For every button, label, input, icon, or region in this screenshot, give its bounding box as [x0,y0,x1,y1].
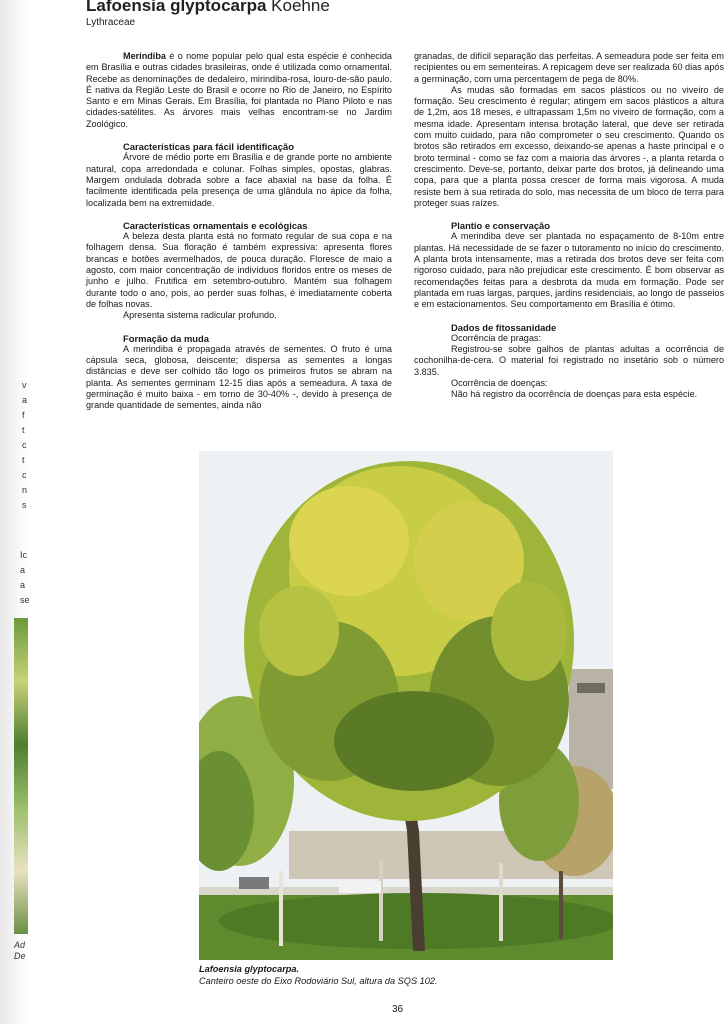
parked-car [239,877,269,889]
fragment-letter: a [20,565,26,575]
fragment-letter: a [20,580,26,590]
fragment-caption-line: De [14,951,26,961]
parked-van [339,881,381,893]
tree-crown-light [289,486,409,596]
right-column [414,51,724,401]
fragment-letter: se [20,595,30,605]
caption-location: Canteiro oeste do Eixo Rodoviário Sul, altura da SQS 102. [199,976,438,986]
background-trunk-2 [379,861,383,941]
page-number: 36 [392,1004,404,1015]
section-heading-plantio: Plantio e conservação [451,220,551,232]
previous-page-text-fragment-2 [20,548,32,608]
species-author: Koehne [271,0,330,15]
fragment-letter: v [22,380,27,390]
background-trunk-3 [499,863,503,941]
fragment-caption-line: Ad [14,940,26,950]
previous-page-caption-fragment [14,940,26,962]
fragment-letter: Ic [20,550,28,560]
fragment-letter: t [22,455,25,465]
background-trunk-4 [559,871,563,939]
fragment-letter: c [22,440,27,450]
doencas-text: Não há registro da ocorrência de doenças para esta espécie. [451,389,698,400]
building-window [577,683,605,693]
tree-crown-right-light [491,581,567,681]
pragas-label: Ocorrência de pragas: [451,332,541,343]
tree-photo [199,451,613,960]
intro-text: é o nome popular pelo qual esta espécie é conhecida em Brasília e outras cidades brasileiras, onde é utilizada como ornamental. Recebe as denominações de dedaleiro, mirindiba-rosa, louro-de-são paulo. É nativa da Região Leste do Brasil e ocorre no Rio de Janeiro, no Espírito Santo e em Minas Gerais. Em Brasília, foi plantada no Plano Piloto e nas cidades-satélites. As árvores mais velhas encontram-se no Jardim Zoológico. [86,51,392,129]
previous-page-text-fragment [22,378,32,513]
previous-page-photo-edge [14,618,28,934]
intro-paragraph [86,51,392,130]
fragment-letter: a [22,395,28,405]
previous-page-edge [0,0,28,1024]
fragment-letter: t [22,425,25,435]
fragment-letter: c [22,470,27,480]
ornamentais-text-2: Apresenta sistema radicular profundo. [123,310,277,321]
pragas-text: Registrou-se sobre galhos de plantas adultas a ocorrência de cochonilha-de-cera. O material foi registrado no insetário sob o número 3.835. [414,344,724,377]
caption-species: Lafoensia glyptocarpa. [199,964,300,974]
formacao-continued-2: As mudas são formadas em sacos plásticos ou no viveiro de formação. Seu crescimento é regular; atingem em sacos plásticos a altura de 1,2m, aos 18 meses, e ultrapassam 1,5m no viveiro de formação, com a mesma idade. Apresentam intensa brotação lateral, que deve ser retirada com muito cuidado, para não comprometer o seu crescimento. Quando os brotos são retirados em excesso, deixando-se apenas a haste principal e o broto terminal - como se faz com a maioria das árvores -, a planta retarda o crescimento. Deve-se, portanto, deixar parte dos brotos, já delineando uma copa, para que a planta possa crescer de forma mais vigorosa. A muda resiste bem à sua retirada do solo, mas necessita de um bloco de terra para proteger suas raízes. [414,84,724,208]
popular-name: Merindiba [123,51,166,61]
identificacao-text: Árvore de médio porte em Brasília e de grande porte no ambiente natural, copa arredondada e colunar. Folhas simples, opostas, glabras. Margem ondulada dobrada sobre a face abaxial na base da folha. É facilmente identificada pela presença de uma glândula no ápice da folha, localizada bem na extremidade. [86,152,392,208]
tree-crown-left-light [259,586,339,676]
tree-crown-underside [334,691,494,791]
section-heading-identificacao: Características para fácil identificação [123,141,294,153]
ornamentais-text: A beleza desta planta está no formato regular de sua copa e na folhagem densa. Sua floração é também expressiva: apresenta flores brancas e botões avermelhados, de pouca duração. Floresce de maio a agosto, com maior concentração de indivíduos floridos entre os meses de junho e julho. Frutifica em setembro-outubro. Mantém sua folhagem durante todo o ano, pois, ao perder suas folhas, é imediatamente coberta de folhas novas. [86,231,392,309]
fragment-letter: s [22,500,27,510]
left-column [86,51,392,412]
background-trunk [279,871,283,946]
formacao-text: A merindiba é propagada através de sementes. O fruto é uma cápsula seca, globosa, deiscente; dispersa as sementes a longas distâncias e deve ser colhido tão logo os primeiros frutos se abram na planta. As sementes germinam 12-15 dias após a semeadura. A taxa de germinação é muito baixa - em torno de 30-40% -, devido à presença de grande quantidade de sementes, ainda não [86,343,392,411]
species-title [86,0,330,16]
section-heading-fitossanidade: Dados de fitossanidade [451,321,557,333]
plantio-text: A merindiba deve ser plantada no espaçamento de 8-10m entre plantas. Há necessidade de se fazer o tutoramento no início do crescimento. A planta brota intensamente, mas a retirada dos brotos deve ser feita com rigoroso cuidado, para não prejudicar este crescimento. É bom observar as recomendações feitas para a desbrota da muda em formação. Pode ser plantada em ruas largas, parques, jardins residenciais, ao longo de passeios e em estacionamentos. Seu comportamento em Brasília é ótimo. [414,231,724,310]
photo-caption [199,963,438,987]
tree-illustration [199,451,613,960]
species-name: Lafoensia glyptocarpa [86,0,267,15]
fragment-letter: f [22,410,25,420]
doencas-label: Ocorrência de doenças: [451,378,548,389]
section-heading-ornamentais: Características ornamentais e ecológicas [123,219,308,231]
formacao-continued: granadas, de difícil separação das perfeitas. A semeadura pode ser feita em recipientes ou em sementeiras. A repicagem deve ser realizada 60 dias após a germinação, com uma percentagem de pega de 80%. [414,51,724,84]
family-name: Lythraceae [86,17,136,28]
fragment-letter: n [22,485,28,495]
section-heading-formacao: Formação da muda [123,332,209,344]
